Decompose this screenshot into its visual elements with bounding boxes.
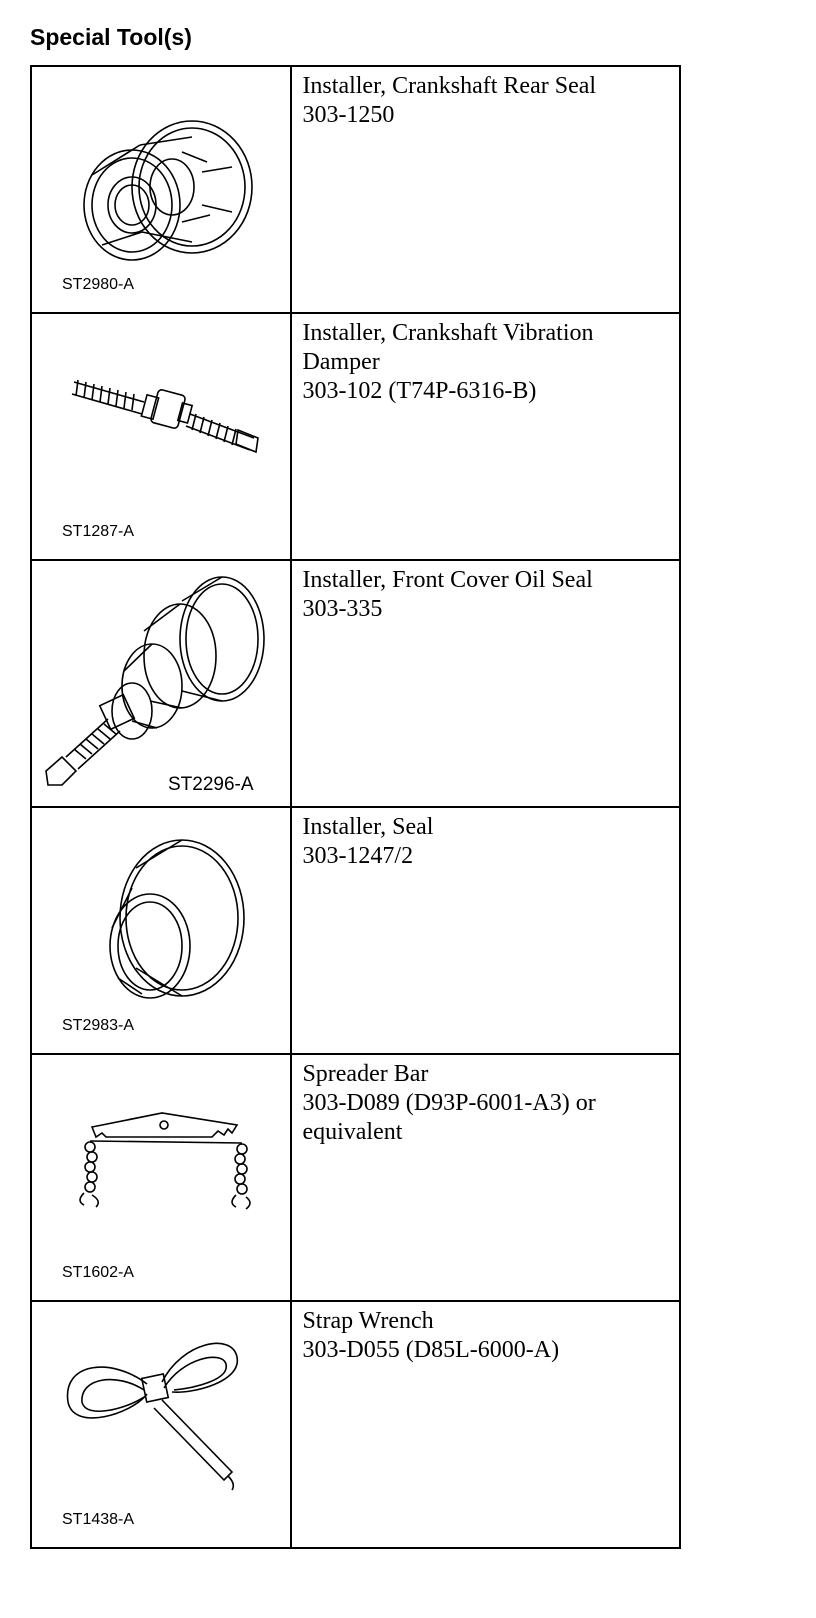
front-cover-seal-installer-icon <box>32 561 292 806</box>
tool-illustration-cell <box>31 66 291 313</box>
tool-code: ST1438-A <box>62 1511 135 1528</box>
tool-illustration-cell <box>31 807 291 1054</box>
tool-code: ST2296-A <box>168 774 254 795</box>
tool-illustration-cell <box>31 560 291 807</box>
tool-number: 303-335 <box>302 596 383 622</box>
tool-number: 303-D089 (D93P-6001-A3) or <box>302 1090 596 1116</box>
tool-description-cell <box>291 1301 680 1548</box>
tool-illustration-cell <box>31 1054 291 1301</box>
table-row <box>31 66 680 313</box>
tool-code: ST2983-A <box>62 1017 135 1034</box>
tool-number: 303-1250 <box>302 102 395 128</box>
tool-name: Strap Wrench <box>302 1308 434 1334</box>
tool-illustration-cell <box>31 1301 291 1548</box>
table-row <box>31 807 680 1054</box>
tool-description-cell <box>291 560 680 807</box>
tool-name: Installer, Crankshaft Vibration <box>302 320 594 346</box>
tool-name: Installer, Front Cover Oil Seal <box>302 567 593 593</box>
tool-name: Installer, Crankshaft Rear Seal <box>302 73 597 99</box>
special-tools-table <box>30 65 681 1549</box>
tool-code: ST2980-A <box>62 276 135 293</box>
page-title: Special Tool(s) <box>30 24 192 50</box>
tool-code: ST1287-A <box>62 523 135 540</box>
tool-code: ST1602-A <box>62 1264 135 1281</box>
tool-name: Spreader Bar <box>302 1061 429 1087</box>
tool-number: 303-1247/2 <box>302 843 414 869</box>
table-row <box>31 1301 680 1548</box>
tool-description-cell <box>291 807 680 1054</box>
tool-number: 303-D055 (D85L-6000-A) <box>302 1337 560 1363</box>
tool-description-cell <box>291 313 680 560</box>
table-row <box>31 313 680 560</box>
table-row <box>31 560 680 807</box>
tool-name-continued: Damper <box>302 349 380 375</box>
tool-number-continued: equivalent <box>302 1119 403 1145</box>
tool-number: 303-102 (T74P-6316-B) <box>302 378 537 404</box>
tool-description-cell <box>291 66 680 313</box>
tool-description-cell <box>291 1054 680 1301</box>
tool-illustration-cell <box>31 313 291 560</box>
table-row <box>31 1054 680 1301</box>
tool-name: Installer, Seal <box>302 814 434 840</box>
